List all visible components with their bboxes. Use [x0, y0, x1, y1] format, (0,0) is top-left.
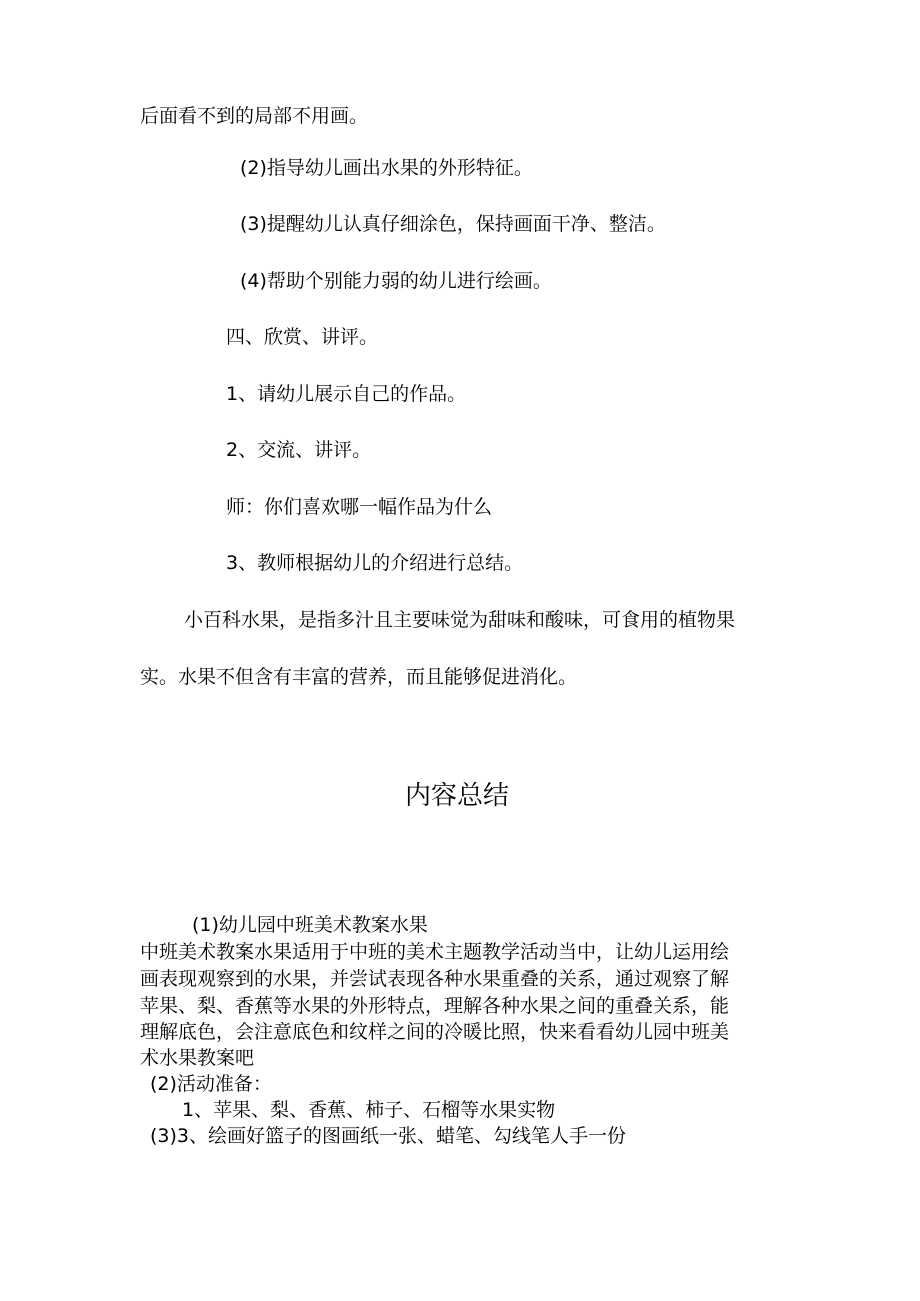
encyclopedia-line-1: 小百科水果，是指多汁且主要味觉为甜味和酸味，可食用的植物果	[184, 609, 736, 631]
prep-item-1: 1、苹果、梨、香蕉、柿子、石榴等水果实物	[182, 1099, 556, 1121]
guidance-step-4: (4)帮助个别能力弱的幼儿进行绘画。	[240, 270, 552, 292]
summary-title: 内容总结	[405, 781, 510, 811]
continuation-line: 后面看不到的局部不用画。	[140, 105, 369, 127]
appreciation-item-2: 2、交流、讲评。	[226, 439, 372, 461]
summary-paragraph-line: 画表现观察到的水果，并尝试表现各种水果重叠的关系，通过观察了解	[140, 968, 730, 990]
encyclopedia-line-2: 实。水果不但含有丰富的营养，而且能够促进消化。	[140, 666, 578, 688]
summary-paragraph-line: 理解底色，会注意底色和纹样之间的冷暖比照，快来看看幼儿园中班美	[140, 1021, 730, 1043]
summary-paragraph-line: 术水果教案吧	[140, 1047, 255, 1069]
appreciation-item-3: 3、教师根据幼儿的介绍进行总结。	[226, 552, 524, 574]
summary-paragraph-line: 中班美术教案水果适用于中班的美术主题教学活动当中，让幼儿运用绘	[140, 941, 730, 963]
summary-point-2: (2)活动准备：	[150, 1073, 272, 1095]
teacher-question: 师：你们喜欢哪一幅作品为什么	[226, 496, 493, 518]
appreciation-item-1: 1、请幼儿展示自己的作品。	[226, 383, 467, 405]
guidance-step-2: (2)指导幼儿画出水果的外形特征。	[240, 157, 533, 179]
guidance-step-3: (3)提醒幼儿认真仔细涂色，保持画面干净、整洁。	[240, 213, 666, 235]
section-heading-appreciation: 四、欣赏、讲评。	[226, 326, 379, 348]
summary-point-1: (1)幼儿园中班美术教案水果	[192, 914, 428, 936]
summary-point-3: (3)3、绘画好篮子的图画纸一张、蜡笔、勾线笔人手一份	[150, 1125, 627, 1147]
summary-paragraph-line: 苹果、梨、香蕉等水果的外形特点，理解各种水果之间的重叠关系，能	[140, 995, 730, 1017]
